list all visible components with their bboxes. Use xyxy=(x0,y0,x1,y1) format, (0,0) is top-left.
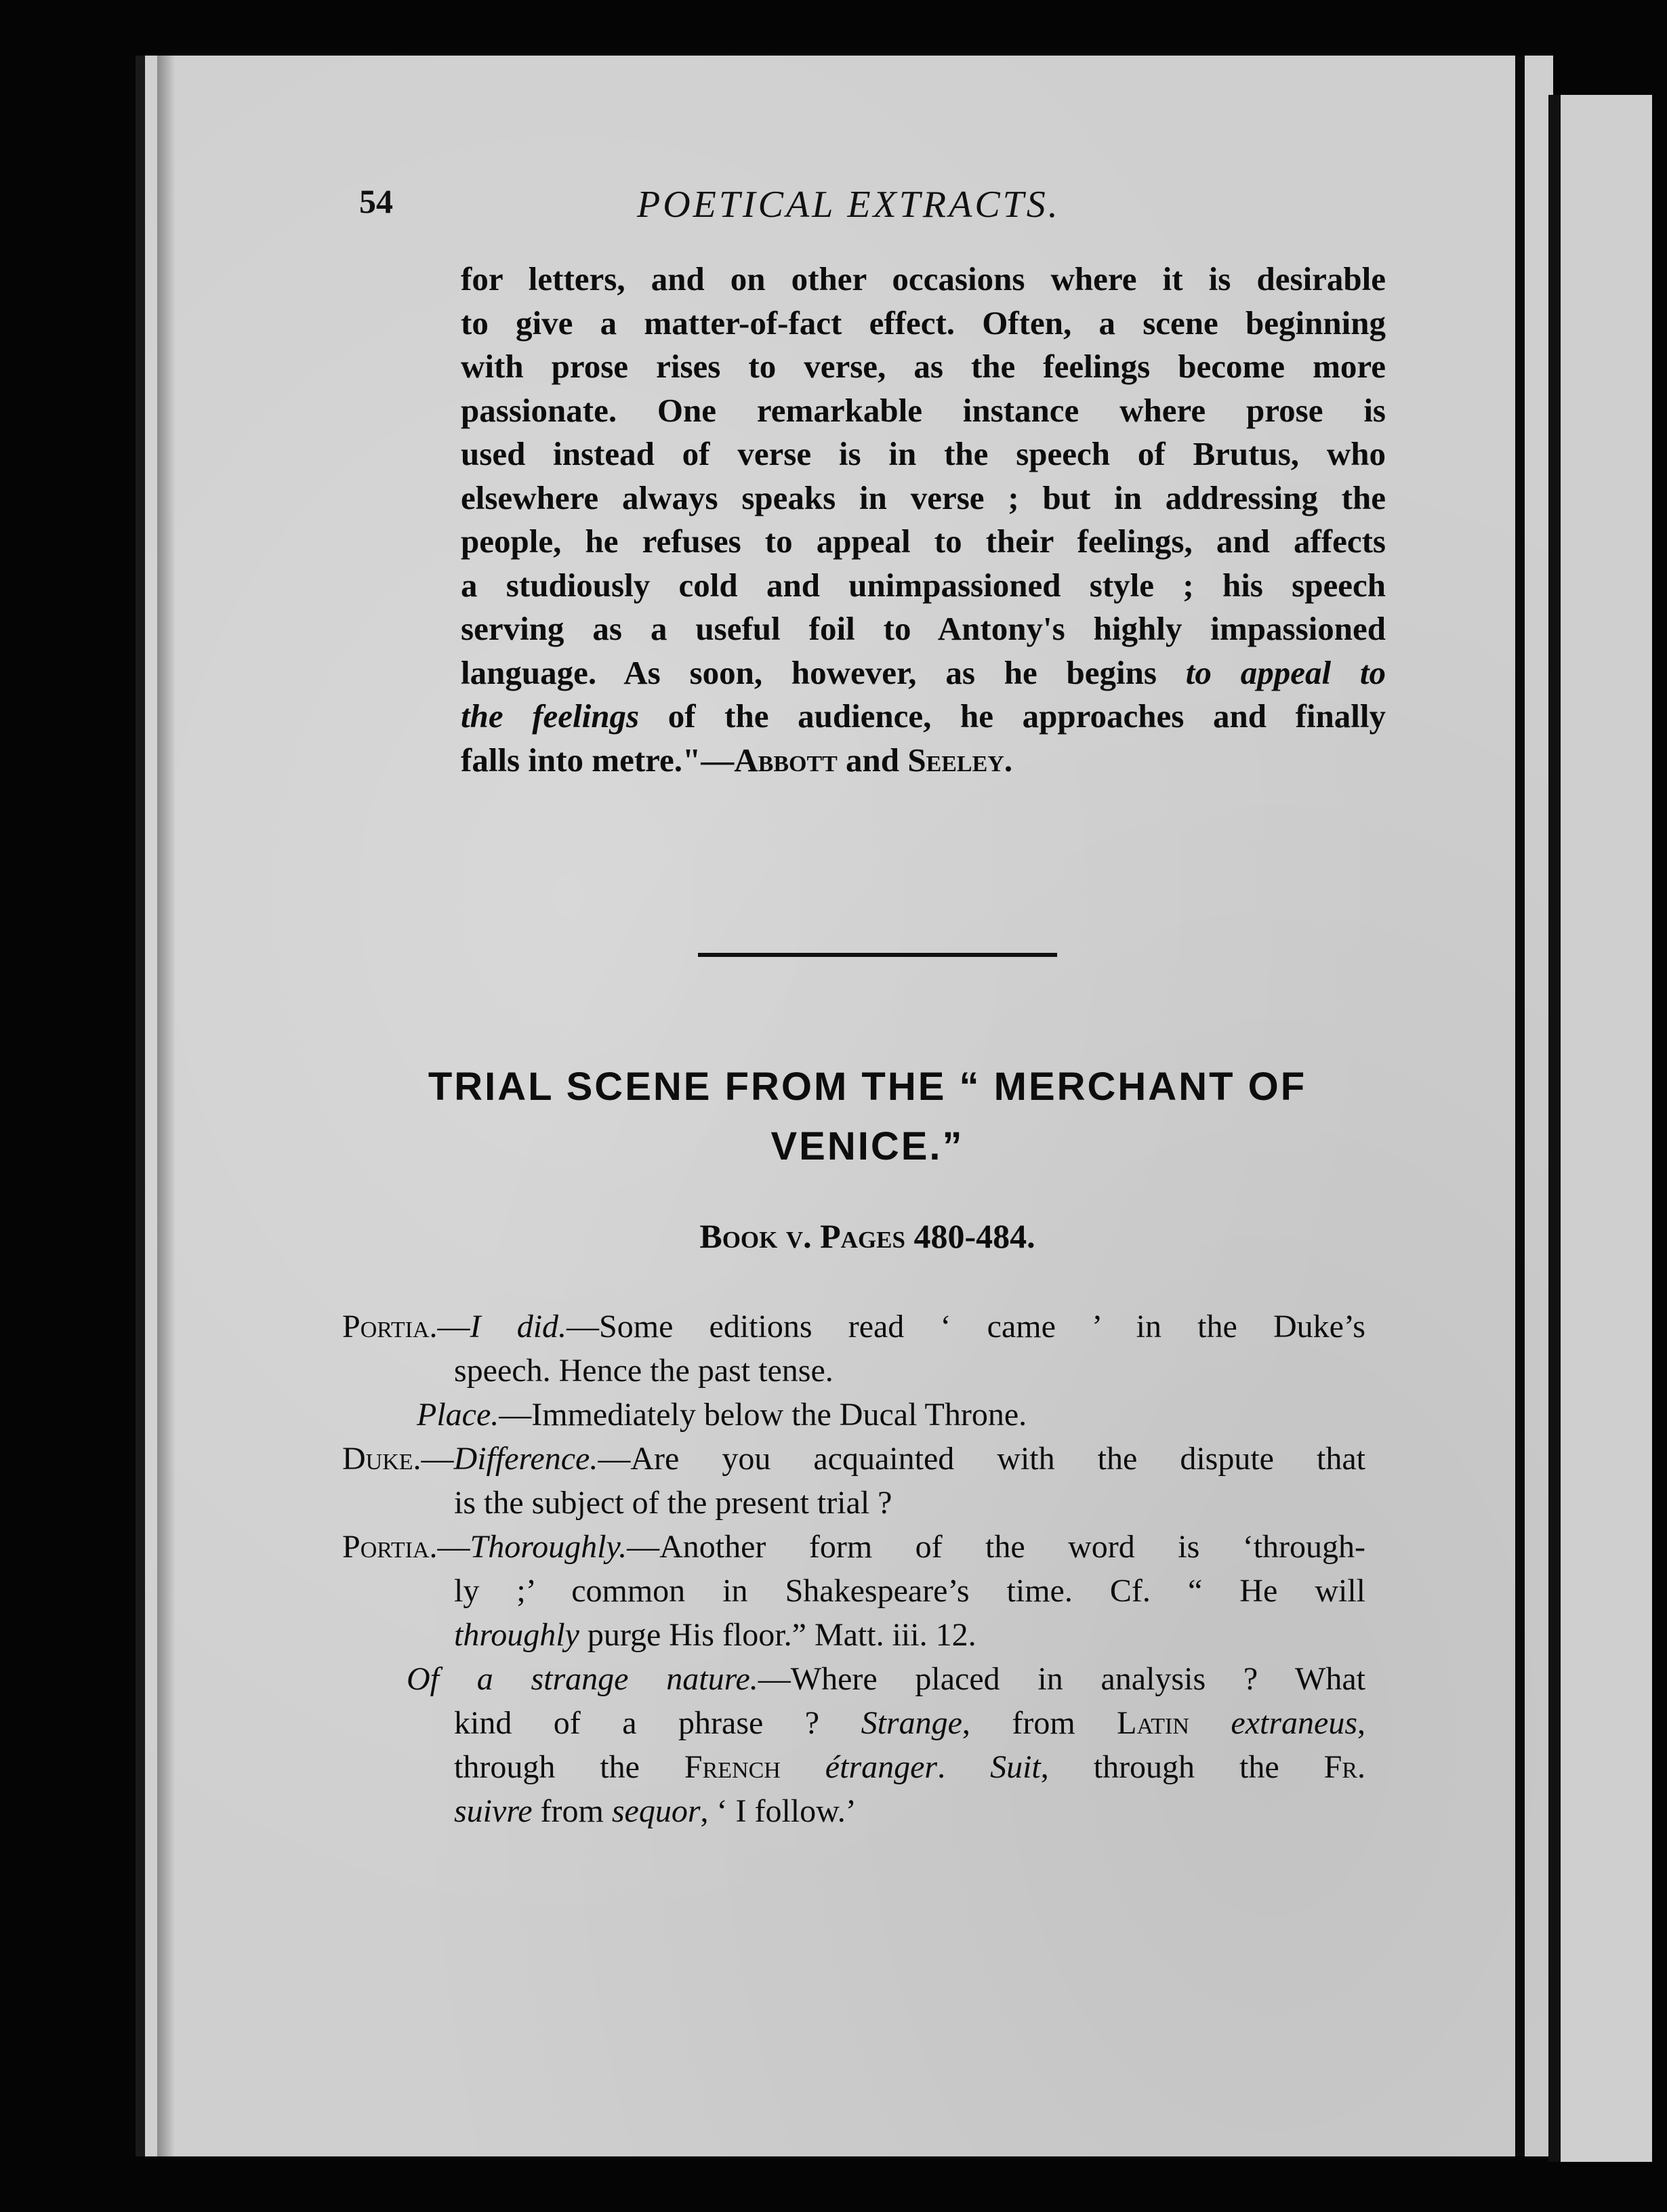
quote-text: language. As soon, however, as he begins xyxy=(461,653,1157,691)
quote-block xyxy=(461,258,1386,782)
note-line xyxy=(342,1789,1365,1833)
note-text: , through the xyxy=(1040,1749,1324,1785)
note-italic: extraneus xyxy=(1189,1705,1358,1741)
note-lemma: Difference. xyxy=(453,1441,598,1477)
section-title xyxy=(339,1057,1396,1176)
note-text: —Are you acquainted with the dispute that xyxy=(598,1441,1365,1477)
notes-block xyxy=(342,1305,1365,1833)
quote-line: elsewhere always speaks in verse ; but in addressing the xyxy=(461,478,1386,516)
quote-line: a studiously cold and unimpassioned style ; his speech xyxy=(461,566,1386,604)
page-number: 54 xyxy=(359,182,393,220)
quote-line: people, he refuses to appeal to their feelings, and affects xyxy=(461,523,1386,560)
quote-text: of the audience, he approaches and finally xyxy=(639,697,1386,735)
quote-text: . xyxy=(1004,741,1013,779)
note-italic: Suit xyxy=(990,1749,1041,1785)
note-dash: — xyxy=(421,1441,454,1477)
note-speaker: Duke. xyxy=(342,1441,421,1477)
section-title-line: VENICE.” xyxy=(770,1124,964,1168)
note-text: —Where placed in analysis ? What xyxy=(758,1661,1365,1697)
note-lemma: Place. xyxy=(417,1397,499,1433)
note-line xyxy=(342,1525,1365,1569)
note-italic: sequor xyxy=(611,1793,701,1829)
note-line xyxy=(342,1745,1365,1789)
quote-line: to give a matter-of-fact effect. Often, a scene beginning xyxy=(461,304,1386,342)
note-dash: — xyxy=(437,1529,470,1565)
note-line xyxy=(342,1305,1365,1349)
note-line xyxy=(342,1657,1365,1701)
note-italic: throughly xyxy=(454,1617,579,1653)
running-title: POETICAL EXTRACTS. xyxy=(637,184,1061,226)
note-line xyxy=(342,1393,1365,1437)
quote-author: Abbott xyxy=(734,741,838,779)
section-divider xyxy=(698,953,1057,957)
facing-page-edge xyxy=(1548,95,1652,2162)
quote-line xyxy=(461,651,1386,695)
note-line: ly ;’ common in Shakespeare’s time. Cf. “ He will xyxy=(454,1573,1365,1609)
quote-line xyxy=(461,739,1386,783)
note-text: through the xyxy=(454,1749,684,1785)
note-line xyxy=(342,1613,1365,1657)
note-text: —Another form of the word is ‘through- xyxy=(627,1529,1365,1565)
quote-line: used instead of verse is in the speech of Brutus, who xyxy=(461,435,1386,472)
quote-italic: the feelings xyxy=(461,697,640,735)
note-speaker: Portia. xyxy=(342,1529,438,1565)
note-text: purge His floor.” Matt. iii. 12. xyxy=(579,1617,976,1653)
note-language: Fr. xyxy=(1323,1749,1366,1785)
note-lemma: Thoroughly. xyxy=(470,1529,627,1565)
note-text: , from xyxy=(962,1705,1117,1741)
quote-text: falls into metre."— xyxy=(461,741,735,779)
note-text: from xyxy=(532,1793,612,1829)
quote-text: and xyxy=(837,741,908,779)
quote-line: with prose rises to verse, as the feelings become more xyxy=(461,348,1386,385)
quote-line: passionate. One remarkable instance where prose is xyxy=(461,391,1386,429)
note-speaker: Portia. xyxy=(342,1309,438,1345)
note-text: , ‘ I follow.’ xyxy=(700,1793,857,1829)
note-text: , xyxy=(1357,1705,1366,1741)
note-italic: Strange xyxy=(861,1705,962,1741)
page-gutter xyxy=(1515,56,1525,2156)
note-text: . xyxy=(937,1749,991,1785)
quote-author: Seeley xyxy=(907,741,1004,779)
note-text: kind of a phrase ? xyxy=(454,1705,861,1741)
quote-line: serving as a useful foil to Antony's highly impassioned xyxy=(461,610,1386,647)
note-line xyxy=(342,1701,1365,1745)
note-italic: suivre xyxy=(454,1793,533,1829)
note-italic: étranger xyxy=(780,1749,938,1785)
note-dash: — xyxy=(437,1309,470,1345)
note-lemma: Of a strange nature. xyxy=(407,1661,758,1697)
note-language: French xyxy=(684,1749,781,1785)
note-language: Latin xyxy=(1117,1705,1189,1741)
section-title-line: TRIAL SCENE FROM THE “ MERCHANT OF xyxy=(428,1065,1307,1109)
quote-line: for letters, and on other occasions where it is desirable xyxy=(461,260,1386,298)
note-line: speech. Hence the past tense. xyxy=(454,1353,834,1389)
quote-line xyxy=(461,695,1386,739)
note-lemma: I did. xyxy=(470,1309,567,1345)
quote-italic: to appeal to xyxy=(1185,653,1386,691)
note-text: —Immediately below the Ducal Throne. xyxy=(499,1397,1027,1433)
note-line xyxy=(342,1437,1365,1481)
note-text: —Some editions read ‘ came ’ in the Duke’s xyxy=(567,1309,1365,1345)
section-subheading: Book v. Pages 480-484. xyxy=(699,1217,1035,1255)
note-line: is the subject of the present trial ? xyxy=(454,1485,892,1521)
